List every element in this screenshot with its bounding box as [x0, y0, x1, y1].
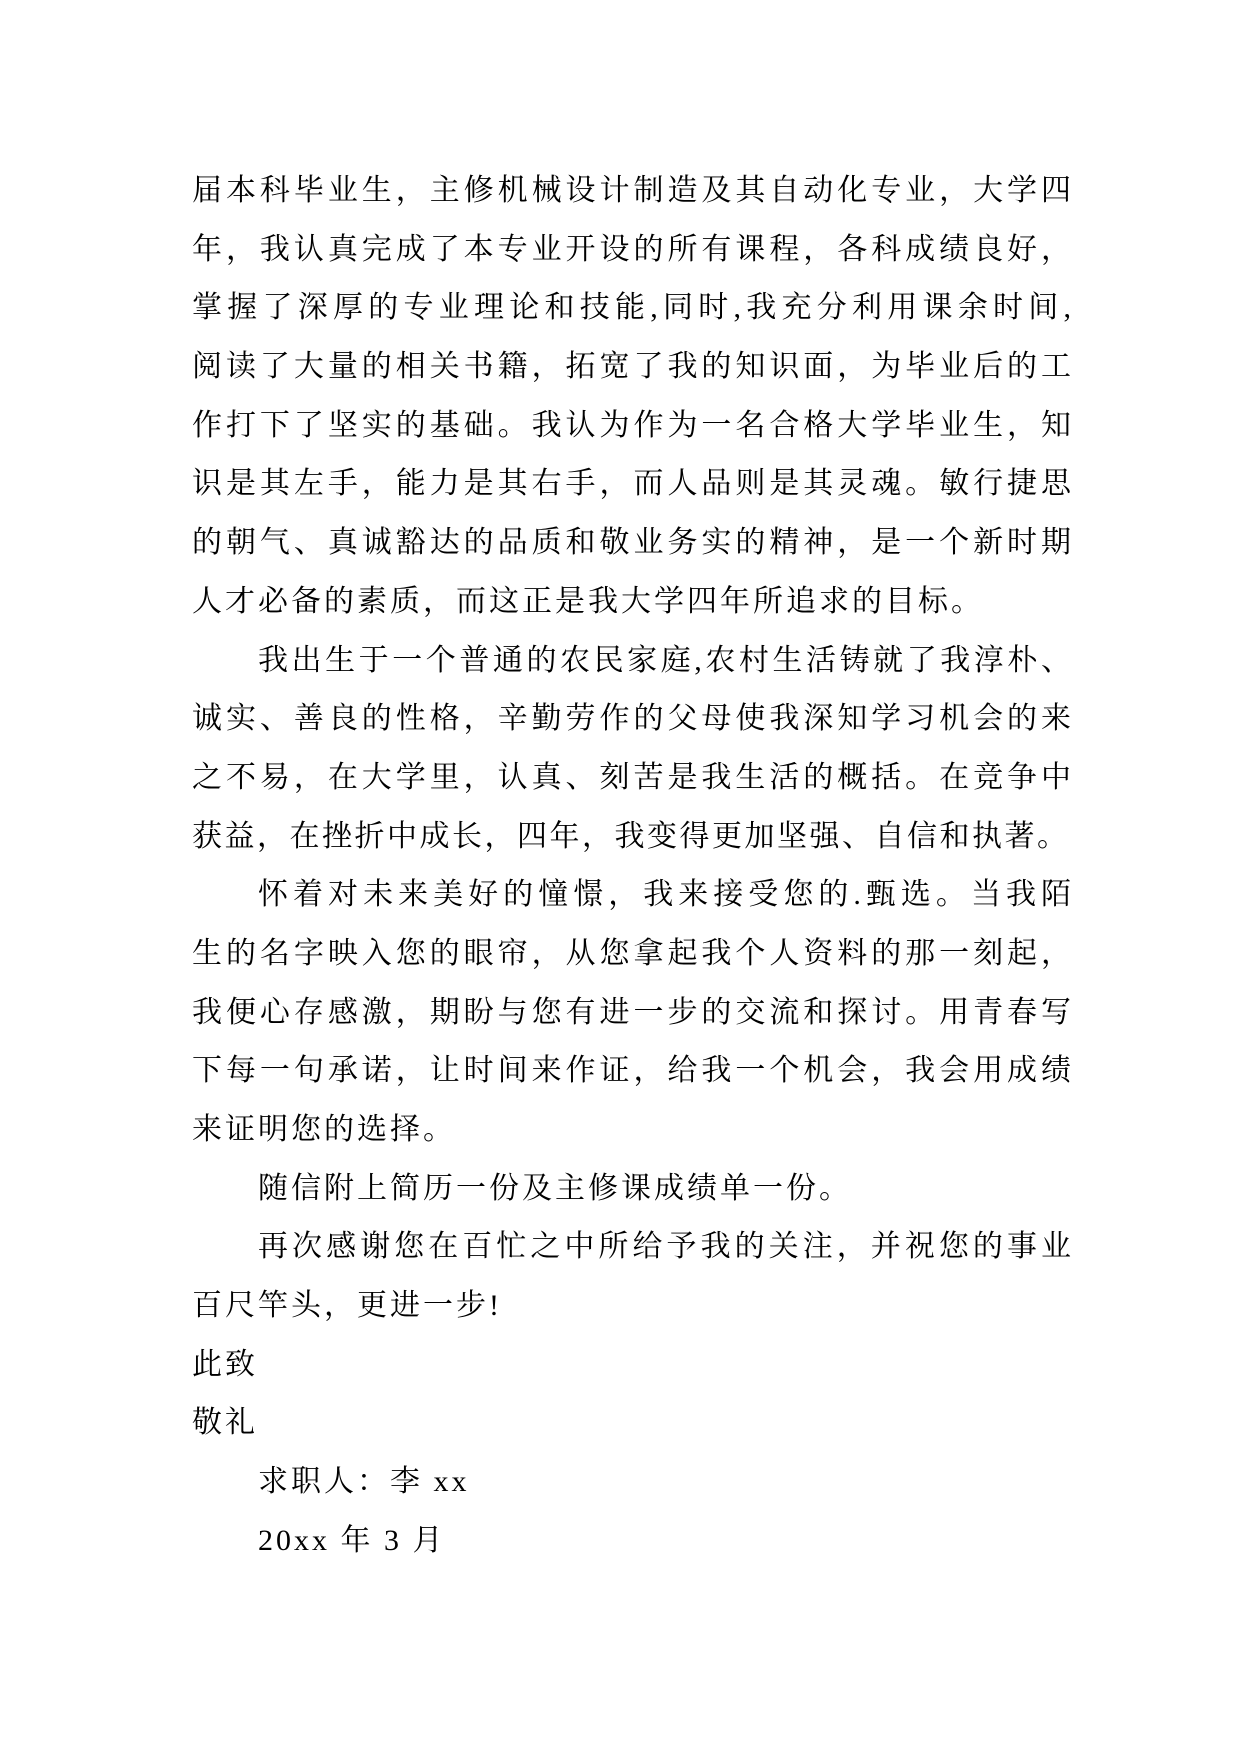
closing: [192, 1336, 1074, 1453]
letter-line: 获益，在挫折中成长，四年，我变得更加坚强、自信和执著。: [192, 819, 1070, 853]
letter-line: 届本科毕业生，主修机械设计制造及其自动化专业，大学四: [192, 174, 1074, 207]
letter-line: 随信附上简历一份及主修课成绩单一份。: [258, 1171, 852, 1205]
letter-line: 之不易，在大学里，认真、刻苦是我生活的概括。在竞争中: [192, 760, 1074, 794]
signature-block: [192, 1453, 1074, 1570]
paragraph-aspiration: [192, 866, 1074, 1159]
letter-line: 作打下了坚实的基础。我认为作为一名合格大学毕业生，知: [192, 408, 1074, 442]
letter-line: 下每一句承诺，让时间来作证，给我一个机会，我会用成绩: [192, 1054, 1074, 1088]
letter-line: 百尺竿头，更进一步!: [192, 1289, 502, 1323]
letter-line: 来证明您的选择。: [192, 1113, 456, 1146]
closing-salutation: 此致: [192, 1347, 258, 1381]
letter-line: 怀着对未来美好的憧憬，我来接受您的.甄选。当我陌: [258, 878, 1074, 912]
letter-line: 识是其左手，能力是其右手，而人品则是其灵魂。敏行捷思: [192, 467, 1074, 501]
letter-line: 生的名字映入您的眼帘，从您拿起我个人资料的那一刻起，: [192, 936, 1074, 970]
paragraph-attachments: [192, 1160, 1074, 1219]
letter-line: 人才必备的素质，而这正是我大学四年所追求的目标。: [192, 584, 984, 618]
closing-regards: 敬礼: [192, 1406, 258, 1440]
paragraph-background: [192, 632, 1074, 867]
letter-line: 的朝气、真诚豁达的品质和敬业务实的精神，是一个新时期: [192, 526, 1074, 560]
letter-body: [192, 162, 1074, 1571]
applicant-signature: 求职人：李 xx: [258, 1465, 470, 1499]
letter-line: 我出生于一个普通的农民家庭,农村生活铸就了我淳朴、: [258, 643, 1074, 677]
letter-line: 阅读了大量的相关书籍，拓宽了我的知识面，为毕业后的工: [192, 350, 1074, 384]
letter-line: 再次感谢您在百忙之中所给予我的关注，并祝您的事业: [258, 1230, 1074, 1264]
paragraph-education: [192, 162, 1074, 632]
letter-line: 年，我认真完成了本专业开设的所有课程，各科成绩良好，: [192, 232, 1074, 266]
letter-line: 我便心存感激，期盼与您有进一步的交流和探讨。用青春写: [192, 995, 1074, 1029]
paragraph-thanks: [192, 1218, 1074, 1335]
letter-line: 诚实、善良的性格，辛勤劳作的父母使我深知学习机会的来: [192, 702, 1074, 736]
signature-date: 20xx 年 3 月: [258, 1523, 446, 1557]
letter-line: 掌握了深厚的专业理论和技能,同时,我充分利用课余时间,: [192, 291, 1074, 325]
